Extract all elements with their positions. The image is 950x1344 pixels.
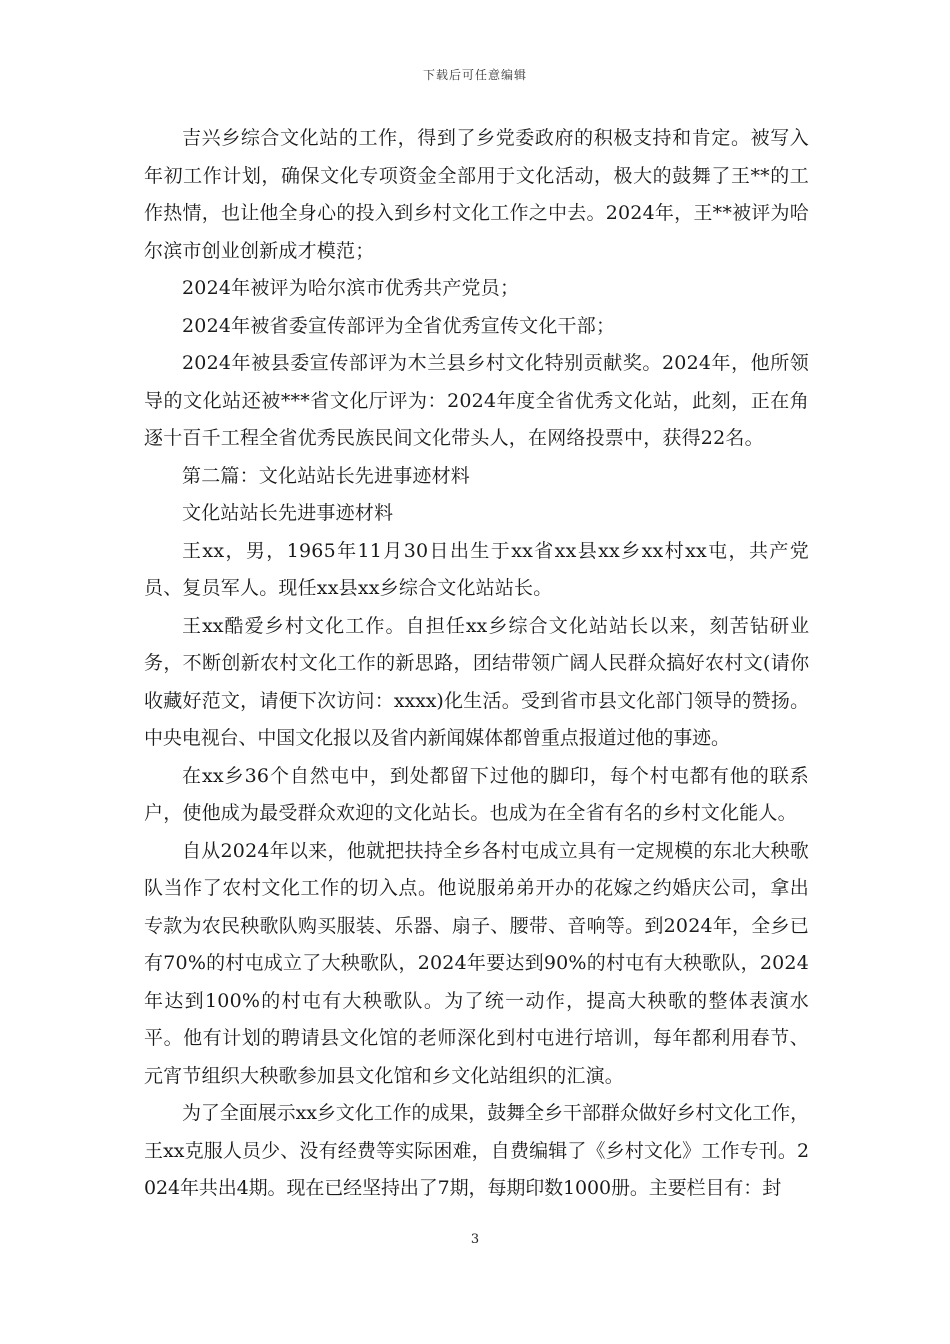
section-heading: 第二篇：文化站站长先进事迹材料: [182, 464, 471, 487]
paragraph-support: 吉兴乡综合文化站的工作，得到了乡党委政府的积极支持和肯定。被写入年初工作计划，确保文化专项资金全部用于文化活动，极大的鼓舞了王**的工作热情，也让他全身心的投入到乡村文化工作之中去。2024年，王**被评为哈尔滨市创业创新成才模范；: [144, 127, 809, 262]
paragraph-bio: 王xx，男，1965年11月30日出生于xx省xx县xx乡xx村xx屯，共产党员、复员军人。现任xx县xx乡综合文化站站长。: [144, 539, 809, 599]
paragraph-award-propaganda-cadre: 2024年被省委宣传部评为全省优秀宣传文化干部；: [182, 314, 616, 337]
paragraph-award-contribution: 2024年被县委宣传部评为木兰县乡村文化特别贡献奖。2024年，他所领导的文化站还被***省文化厅评为：2024年度全省优秀文化站，此刻，正在角逐十百千工程全省优秀民族民间文化带头人，在网络投票中，获得22名。: [144, 352, 809, 449]
page-number: 3: [470, 1232, 480, 1247]
paragraph-dedication: 王xx酷爱乡村文化工作。自担任xx乡综合文化站站长以来，刻苦钻研业务，不断创新农村文化工作的新思路，团结带领广阔人民群众搞好农村文(请你收藏好范文，请便下次访问：xxxx)化生活。受到省市县文化部门领导的赞扬。中央电视台、中国文化报以及省内新闻媒体都曾重点报道过他的事迹。: [144, 614, 809, 749]
paragraph-yangge-team: 自从2024年以来，他就把扶持全乡各村屯成立具有一定规模的东北大秧歌队当作了农村文化工作的切入点。他说服弟弟开办的花嫁之约婚庆公司，拿出专款为农民秧歌队购买服装、乐器、扇子、腰带、音响等。到2024年，全乡已有70%的村屯成立了大秧歌队，2024年要达到90%的村屯有大秧歌队，2024年达到100%的村屯有大秧歌队。为了统一动作，提高大秧歌的整体表演水平。他有计划的聘请县文化馆的老师深化到村屯进行培训，每年都利用春节、元宵节组织大秧歌参加县文化馆和乡文化站组织的汇演。: [144, 839, 809, 1087]
paragraph-award-party-member: 2024年被评为哈尔滨市优秀共产党员；: [182, 277, 520, 299]
section-title: 文化站站长先进事迹材料: [182, 502, 394, 524]
download-note: 下载后可任意编辑: [422, 68, 527, 82]
paragraph-publication: 为了全面展示xx乡文化工作的成果，鼓舞全乡干部群众做好乡村文化工作，王xx克服人员少、没有经费等实际困难，自费编辑了《乡村文化》工作专刊。2024年共出4期。现在已经坚持出了7期，每期印数1000册。主要栏目有：封: [144, 1102, 809, 1199]
paragraph-villages: 在xx乡36个自然屯中，到处都留下过他的脚印，每个村屯都有他的联系户，使他成为最受群众欢迎的文化站长。也成为在全省有名的乡村文化能人。: [144, 764, 809, 824]
document-body: [144, 120, 809, 1208]
